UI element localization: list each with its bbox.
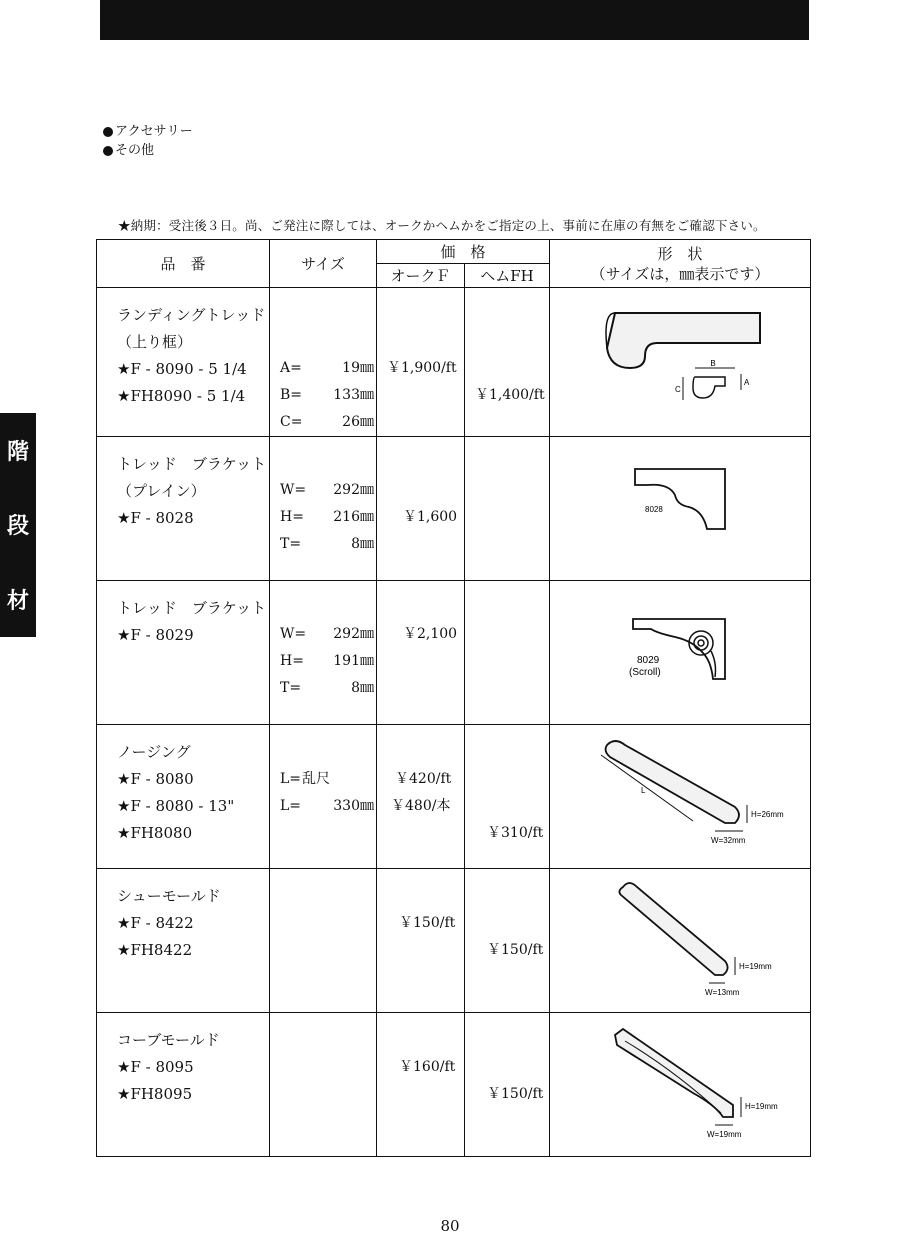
product-line: ★F - 8029 <box>117 626 194 644</box>
product-line: ★F - 8080 <box>117 770 194 788</box>
size-cell <box>270 1013 377 1157</box>
nosing-drawing <box>565 725 795 855</box>
oak-price: ￥160/ft <box>399 1059 456 1075</box>
product-cell <box>97 869 270 1013</box>
oak-price-cell <box>377 437 465 581</box>
dimension-label: W=19mm <box>707 1130 742 1139</box>
size-cell <box>270 288 377 437</box>
oak-price: ￥1,900/ft <box>387 360 457 376</box>
header-product: 品 番 <box>97 240 270 288</box>
size-value: 19㎜ <box>342 360 374 376</box>
product-line: ランディングトレッド <box>117 306 266 324</box>
product-line: コーブモールド <box>117 1031 220 1049</box>
size-key: B= <box>280 387 303 403</box>
size-cell <box>270 725 377 869</box>
product-cell <box>97 1013 270 1157</box>
hem-price-cell <box>465 725 550 869</box>
side-tab-char: 階 <box>6 438 29 465</box>
hem-price: ￥150/ft <box>487 942 544 958</box>
cove-mould-drawing <box>565 1013 795 1143</box>
hem-price: ￥1,400/ft <box>475 387 545 403</box>
product-line: ★F - 8080 - 13" <box>117 797 235 815</box>
size-value: 191㎜ <box>333 653 374 669</box>
product-line: ノージング <box>117 743 191 761</box>
bullet-item <box>103 141 193 160</box>
size-value: 292㎜ <box>333 482 374 498</box>
dimension-label: C <box>675 385 681 394</box>
bullet-item <box>103 122 193 141</box>
size-cell <box>270 437 377 581</box>
hem-price-cell <box>465 869 550 1013</box>
product-line: ★F - 8028 <box>117 509 194 527</box>
shape-cell <box>550 437 811 581</box>
product-line: ★FH8090 - 5 1/4 <box>117 387 246 405</box>
oak-price: ￥420/ft <box>395 771 452 787</box>
table-row <box>97 725 811 869</box>
side-tab <box>0 413 36 637</box>
landing-tread-drawing <box>565 288 795 408</box>
product-line: ★F - 8090 - 5 1/4 <box>117 360 247 378</box>
size-value: 133㎜ <box>333 387 374 403</box>
dimension-label: A <box>744 378 750 387</box>
oak-price-cell <box>377 1013 465 1157</box>
table-row <box>97 288 811 437</box>
table-row <box>97 1013 811 1157</box>
product-table <box>96 239 811 1157</box>
shape-cell <box>550 869 811 1013</box>
size-value: 330㎜ <box>333 798 374 814</box>
product-line: ★F - 8422 <box>117 914 194 932</box>
side-tab-char: 段 <box>6 513 29 540</box>
header-shape <box>550 240 811 288</box>
oak-price: ￥1,600 <box>403 509 458 525</box>
size-key: A= <box>280 360 302 376</box>
product-line: ★FH8095 <box>117 1085 193 1103</box>
header-shape-title: 形 状 <box>657 244 703 263</box>
dimension-label: W=13mm <box>705 988 740 997</box>
size-key: L= <box>280 771 302 787</box>
product-line: ★FH8080 <box>117 824 193 842</box>
plain-bracket-drawing <box>565 437 795 557</box>
header-oak: オークＦ <box>377 264 465 288</box>
hem-price-cell <box>465 288 550 437</box>
oak-price-cell <box>377 581 465 725</box>
product-line: ★F - 8095 <box>117 1058 194 1076</box>
product-line: （上り框） <box>117 333 193 351</box>
bullet-icon <box>103 127 113 137</box>
header-size: サイズ <box>270 240 377 288</box>
dimension-label: B <box>710 359 716 368</box>
product-cell <box>97 581 270 725</box>
size-key: C= <box>280 414 303 430</box>
hem-price-cell <box>465 437 550 581</box>
size-value: 8㎜ <box>351 536 374 552</box>
dimension-label: H=19mm <box>739 962 772 971</box>
product-cell <box>97 288 270 437</box>
hem-price: ￥310/ft <box>487 825 544 841</box>
oak-price: ￥150/ft <box>399 915 456 931</box>
size-value: 乱尺 <box>302 771 330 787</box>
product-line: ★FH8422 <box>117 941 193 959</box>
size-value: 26㎜ <box>342 414 374 430</box>
delivery-note: ★納期：受注後３日。尚、ご発注に際しては、オークかヘムかをご指定の上、事前に在庫の有無をご確認下さい。 <box>118 218 766 233</box>
bullet-label: アクセサリー <box>115 124 193 139</box>
size-cell <box>270 869 377 1013</box>
dimension-label: L <box>641 786 646 795</box>
hem-price-cell <box>465 1013 550 1157</box>
bullet-label: その他 <box>115 143 155 158</box>
header-price: 価 格 <box>377 240 550 264</box>
size-cell <box>270 581 377 725</box>
oak-price-cell <box>377 869 465 1013</box>
page-number: 80 <box>440 1217 460 1235</box>
product-line: （プレイン） <box>117 482 206 500</box>
part-label: 8029 <box>637 655 660 666</box>
header-hem: ヘムFH <box>465 264 550 288</box>
dimension-label: W=32mm <box>711 836 746 845</box>
size-value: 216㎜ <box>333 509 374 525</box>
bullet-list <box>103 122 193 160</box>
product-line: トレッド ブラケット <box>117 599 267 617</box>
size-key: T= <box>280 536 302 552</box>
top-header-bar <box>100 0 809 40</box>
product-line: トレッド ブラケット <box>117 455 267 473</box>
oak-price: ￥480/本 <box>391 798 451 814</box>
table-row <box>97 437 811 581</box>
size-value: 292㎜ <box>333 626 374 642</box>
dimension-label: H=26mm <box>751 810 784 819</box>
size-key: W= <box>280 626 307 642</box>
table-row <box>97 869 811 1013</box>
hem-price-cell <box>465 581 550 725</box>
oak-price: ￥2,100 <box>403 626 458 642</box>
dimension-label: H=19mm <box>745 1102 778 1111</box>
part-label: (Scroll) <box>629 667 661 678</box>
size-value: 8㎜ <box>351 680 374 696</box>
shape-cell <box>550 725 811 869</box>
shape-cell <box>550 288 811 437</box>
table-row <box>97 581 811 725</box>
hem-price: ￥150/ft <box>487 1086 544 1102</box>
product-cell <box>97 725 270 869</box>
size-key: T= <box>280 680 302 696</box>
size-key: H= <box>280 653 304 669</box>
header-shape-sub: （サイズは，㎜表示です） <box>590 264 770 283</box>
size-key: W= <box>280 482 307 498</box>
bullet-icon <box>103 146 113 156</box>
product-line: シューモールド <box>117 887 221 905</box>
size-key: H= <box>280 509 304 525</box>
shape-cell <box>550 1013 811 1157</box>
shoe-mould-drawing <box>565 869 795 999</box>
scroll-bracket-drawing <box>565 581 795 701</box>
oak-price-cell <box>377 288 465 437</box>
side-tab-char: 材 <box>6 588 29 615</box>
shape-cell <box>550 581 811 725</box>
product-cell <box>97 437 270 581</box>
part-label: 8028 <box>645 505 663 514</box>
oak-price-cell <box>377 725 465 869</box>
size-key: L= <box>280 798 302 814</box>
